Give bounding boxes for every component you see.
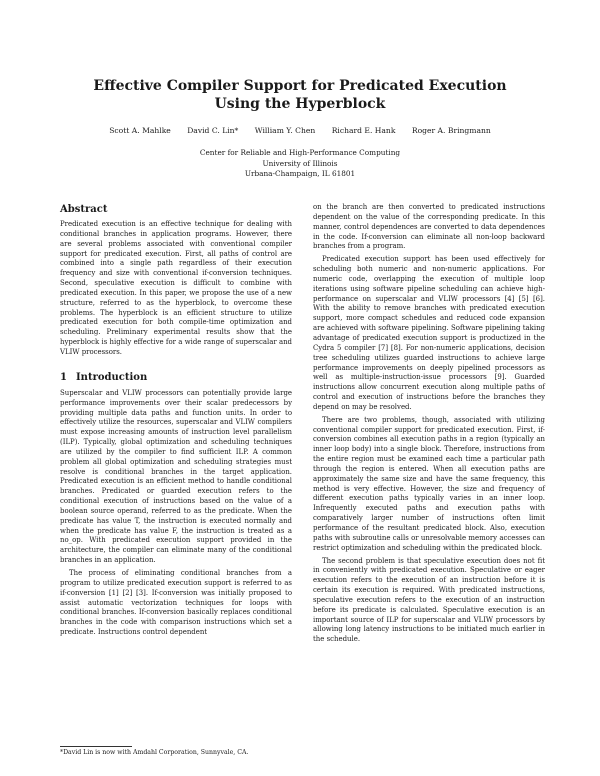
left-column [60,204,292,638]
section-title: Introduction [76,371,148,383]
section-number: 1 [60,371,67,383]
section-heading [60,372,292,384]
author-name: David C. Lin* [187,126,239,135]
body-paragraph: Superscalar and VLIW processors can potentially provide large performance improvements over their scalar predecessors by providing multiple data paths and function units. In order to effectively utilize the resources, superscalar and VLIW compilers must expose increasing amounts of instruction level parallelism (ILP). Typically, global optimization and scheduling techniques are utilized by the compiler to find sufficient ILP. A common problem all global optimization and scheduling strategies must resolve is conditional branches in the target application. Predicated execution is an efficient method to handle conditional branches. Predicated or guarded execution refers to the conditional execution of instructions based on the value of a boolean source operand, referred to as the predicate. When the predicate has value T, the instruction is executed normally and when the predicate has value F, the instruction is treated as a no_op. With predicated execution support provided in the architecture, the compiler can eliminate many of the conditional branches in an application. [60,388,292,565]
author-name: Scott A. Mahlke [109,126,171,135]
abstract-heading: Abstract [60,204,108,215]
affiliation-line: Center for Reliable and High-Performance Computing [199,148,401,157]
title-line-2: Using the Hyperblock [214,96,386,112]
body-paragraph: There are two problems, though, associated with utilizing conventional compiler support for predicated execution. First, if-conversion combines all execution paths in a region (typically an inner loop body) into a single block. Therefore, instructions from the entire region must be examined each time a particular path through the region is entered. When all execution paths are approximately the same size and have the same frequency, this method is very effective. However, the size and frequency of different execution paths typically varies in an inner loop. Infrequently executed paths and execution paths with comparatively larger number of instructions often limit performance of the resultant predicated block. Also, execution paths with subroutine calls or unresolvable memory accesses can restrict optimization and scheduling within the predicated block. [313,415,545,552]
affiliation-line: University of Illinois [262,158,338,168]
body-paragraph: The second problem is that speculative execution does not fit in conveniently with predicated execution. Speculative or eager execution refers to the execution of an instruction before it is certain its execution is required. With predicated instructions, speculative execution refers to the execution of an instruction before its predicate is calculated. Speculative execution is an important source of ILP for superscalar and VLIW processors by allowing long latency instructions to be initiated much earlier in the schedule. [313,556,545,644]
body-paragraph: Predicated execution support has been used effectively for scheduling both numeric and non-numeric applications. For numeric code, overlapping the execution of multiple loop iterations using software pipeline scheduling can achieve high-performance on superscalar and VLIW processors [4] [5] [6]. With the ability to remove branches with predicated execution support, more compact schedules and reduced code expansion are achieved with software pipelining. Software pipelining taking advantage of predicated execution support is productized in the Cydra 5 compiler [7] [8]. For non-numeric applications, decision tree scheduling utilizes guarded instructions to achieve large performance improvements on deeply pipelined processors as well as multiple-instruction-issue processors [9]. Guarded instructions allow concurrent execution along multiple paths of control and execution of instructions before the branches they depend on may be resolved. [313,255,545,411]
author-name: William Y. Chen [254,126,316,135]
author-list [0,126,600,136]
author-name: Richard E. Hank [331,126,396,135]
abstract-text: Predicated execution is an effective technique for dealing with conditional branches in application programs. However, there are several problems associated with conventional compiler support for predicated execution. First, all paths of control are combined into a single path regardless of their execution frequency and size with conventional if-conversion techniques. Second, speculative execution is difficult to combine with predicated execution. In this paper, we propose the use of a new structure, referred to as the hyperblock, to overcome these problems. The hyperblock is an efficient structure to utilize predicated execution for both compile-time optimization and scheduling. Preliminary experimental results show that the hyperblock is highly effective for a wide range of superscalar and VLIW processors. [60,220,292,356]
body-paragraph: on the branch are then converted to predicated instructions dependent on the value of the corresponding predicate. In this manner, control dependences are converted to data dependences in the code. If-conversion can eliminate all non-loop backward branches from a program. [313,203,545,251]
footnote: *David Lin is now with Amdahl Corporation, Sunnyvale, CA. [60,749,249,756]
affiliation [0,148,600,180]
title-line-1: Effective Compiler Support for Predicated Execution [93,78,507,94]
footnote-rule [60,746,132,747]
body-paragraph: The process of eliminating conditional branches from a program to utilize predicated execution support is referred to as if-conversion [1] [2] [3]. If-conversion was initially proposed to assist automatic vectorization techniques for loops with conditional branches. If-conversion basically replaces conditional branches in the code with comparison instructions which set a predicate. Instructions control dependent [60,569,292,637]
author-name: Roger A. Bringmann [411,126,491,135]
affiliation-line: Urbana-Champaign, IL 61801 [244,169,356,178]
right-column [313,203,545,645]
paper-title [0,77,600,113]
